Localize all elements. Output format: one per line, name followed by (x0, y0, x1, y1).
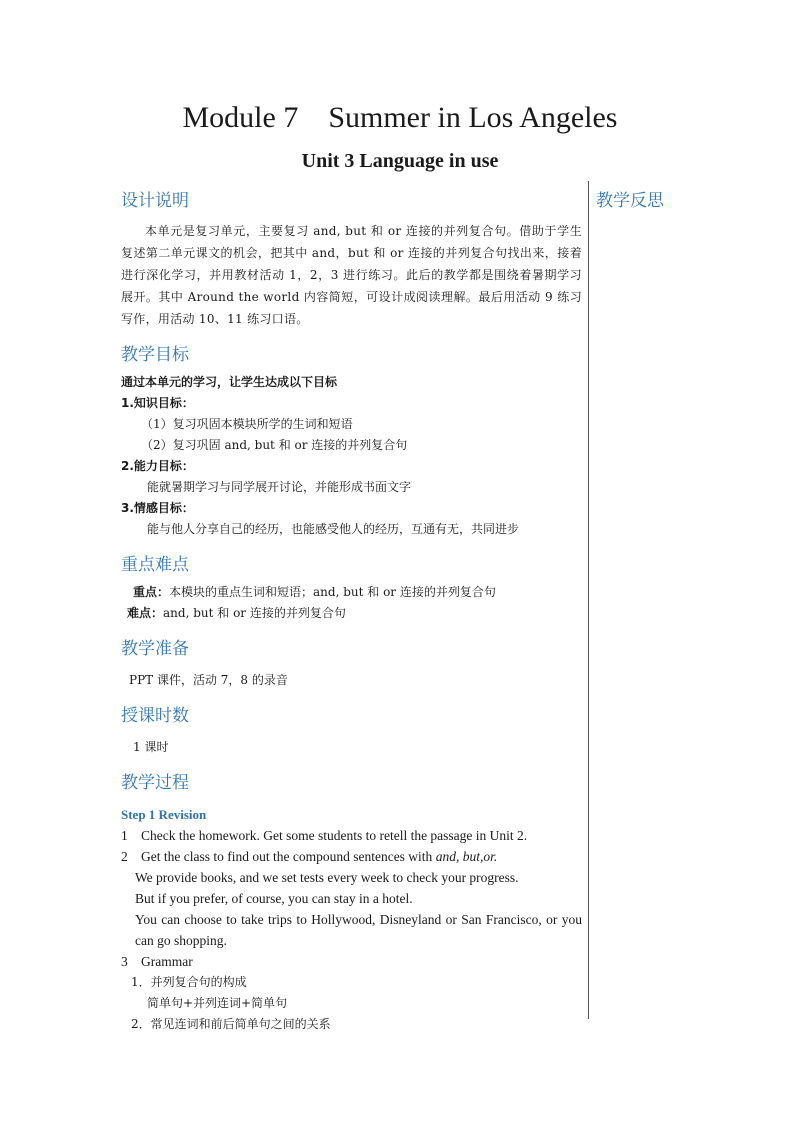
module-name: Summer in Los Angeles (328, 101, 618, 134)
grammar-point-1: 1．并列复合句的构成 (131, 975, 247, 989)
process-item-3 (121, 951, 582, 972)
column-divider (588, 181, 589, 1019)
item-1-text: Check the homework. Get some students to retell the passage in Unit 2. (141, 828, 528, 843)
knowledge-goal-1: （1）复习巩固本模块所学的生词和短语 (141, 417, 353, 431)
process-item-2 (121, 846, 582, 867)
example-sentence-1: We provide books, and we set tests every week to check your progress. (135, 870, 519, 885)
item-3-number: 3 (121, 954, 128, 969)
emotion-goal-1: 能与他人分享自己的经历，也能感受他人的经历，互通有无，共同进步 (147, 522, 520, 536)
knowledge-goal-label: 1.知识目标： (121, 396, 194, 410)
process-item-1 (121, 825, 582, 846)
key-point (121, 582, 582, 603)
grammar-point-2: 2．常见连词和前后简单句之间的关系 (131, 1017, 331, 1031)
design-text: 本单元是复习单元，主要复习 and, but 和 or 连接的并列复合句。借助于学生复述第二单元课文的机会，把其中 and，but 和 or 连接的并列复合句找出来，接着进行深化学习，并用教材活动 1，2，3 进行练习。此后的教学都是围绕着暑期学习展开。其中 Around the world 内容简短，可设计成阅读理解。最后用活动 9 练习写作，用活动 10、11 练习口语。 (121, 224, 582, 326)
example-sentence-3: You can choose to take trips to Hollywood, Disneyland or San Francisco, or you can go shopping. (135, 912, 582, 948)
difficult-point-label: 难点： (127, 606, 164, 620)
module-title (0, 98, 800, 138)
process-heading: 教学过程 (121, 773, 189, 793)
module-number: Module 7 (182, 101, 299, 134)
difficult-point (121, 603, 582, 624)
unit-title: Unit 3 Language in use (301, 150, 499, 172)
prep-text: PPT 课件，活动 7，8 的录音 (129, 673, 288, 687)
design-heading: 设计说明 (121, 191, 189, 211)
prep-heading: 教学准备 (121, 639, 189, 659)
item-2-conjunctions: and, but,or. (435, 849, 498, 864)
hours-heading: 授课时数 (121, 706, 189, 726)
ability-goal-1: 能就暑期学习与同学展开讨论，并能形成书面文字 (147, 480, 412, 494)
goals-intro: 通过本单元的学习，让学生达成以下目标 (121, 375, 338, 389)
example-sentence-2: But if you prefer, of course, you can stay in a hotel. (135, 891, 413, 906)
ability-goal-label: 2.能力目标： (121, 459, 194, 473)
grammar-point-1-formula: 简单句+并列连词+简单句 (147, 996, 288, 1010)
item-2-number: 2 (121, 849, 128, 864)
hours-text: 1 课时 (133, 740, 169, 754)
main-column (121, 188, 582, 1035)
goals-heading: 教学目标 (121, 345, 189, 365)
key-point-label: 重点： (133, 585, 170, 599)
step1-title: Step 1 Revision (121, 807, 207, 822)
emotion-goal-label: 3.情感目标： (121, 501, 194, 515)
reflection-heading: 教学反思 (596, 191, 664, 211)
difficult-point-text: and, but 和 or 连接的并列复合句 (163, 606, 346, 620)
item-2-text: Get the class to find out the compound sentences with (141, 849, 436, 864)
key-heading: 重点难点 (121, 555, 189, 575)
knowledge-goal-2: （2）复习巩固 and, but 和 or 连接的并列复合句 (141, 438, 408, 452)
item-1-number: 1 (121, 828, 128, 843)
item-3-text: Grammar (141, 954, 193, 969)
key-point-text: 本模块的重点生词和短语；and, but 和 or 连接的并列复合句 (169, 585, 496, 599)
